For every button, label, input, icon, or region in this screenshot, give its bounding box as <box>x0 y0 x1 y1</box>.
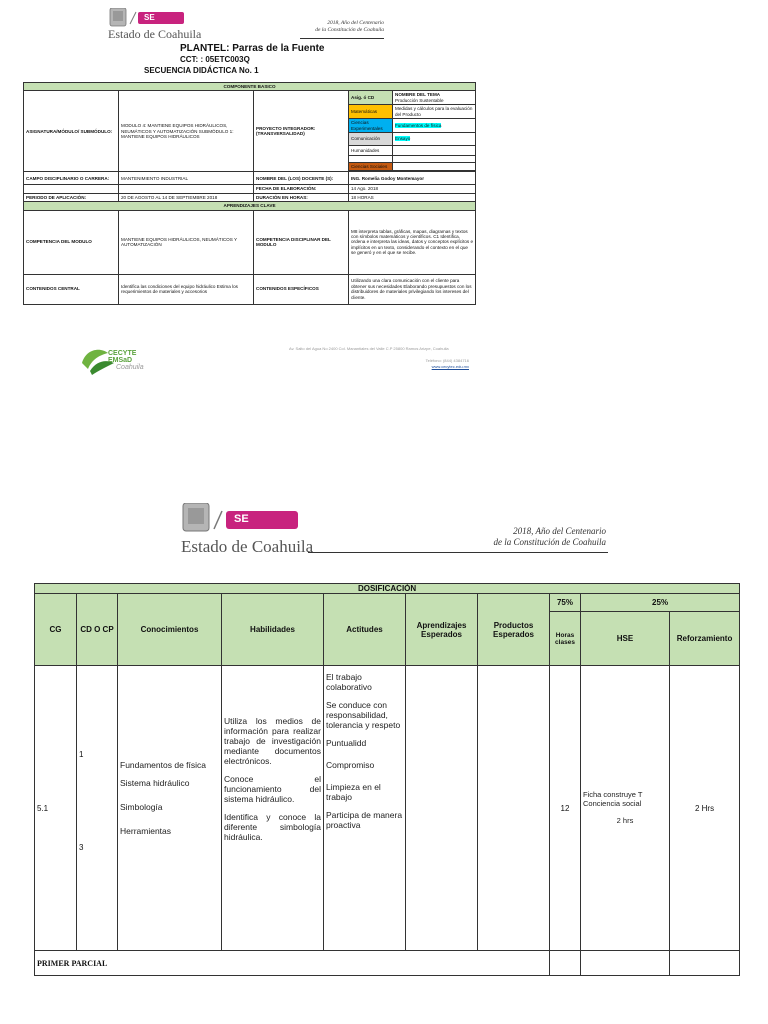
header-aprendizajes-esperados: Aprendizajes Esperados <box>406 594 478 666</box>
comunicacion-cell <box>393 133 476 146</box>
estado-coahuila-label: Estado de Coahuila <box>108 27 202 41</box>
header-25-percent: 25% <box>581 594 740 612</box>
motto <box>470 526 606 548</box>
actitud-item: Se conduce con responsabilidad, tolerancia y respeto <box>326 700 401 730</box>
cecyte-wordmark <box>108 350 144 371</box>
blank-area-value <box>393 156 476 163</box>
cecyte-logo <box>78 345 158 377</box>
cecyte-line-1: CECYTE <box>108 350 137 357</box>
asignatura-label: ASIGNATURA/MÓDULO/ SUBMÓDULO: <box>24 91 119 172</box>
footer-website-link[interactable]: www.cecytec.edu.mx <box>431 364 469 369</box>
competencia-modulo-value: MANTIENE EQUIPOS HIDRÁULICOS, NEUMÁTICOS Y AUTOMATIZACIÓN <box>119 210 254 274</box>
actitud-item: Limpieza en el trabajo <box>326 782 381 802</box>
ciencias-sociales-label: Ciencias Sociales <box>349 163 393 171</box>
contenidos-especificos-value: Utilizando una clara comunicación con el cliente para obtener sus necesidades Elaborando presupuestos con los distribuidores de materiales privilegiando los intereses del cliente. <box>349 274 476 304</box>
hse-hours: 2 hrs <box>616 816 634 825</box>
actitud-item: Compromiso <box>326 760 375 770</box>
empty-cell <box>24 185 119 193</box>
asig-cd-label: Asig. ó CD <box>349 91 393 105</box>
humanidades-value <box>393 146 476 156</box>
asignatura-value: MODULO 4: MANTIENE EQUIPOS HIDRÁULICOS, NEUMÁTICOS Y AUTOMATIZACIÓN SUBMÓDULO 1: MANTIENE EQUIPOS HIDRÁULICOS <box>119 91 254 172</box>
competencia-disciplinar-label: COMPETENCIA DISCIPLINAR DEL MODULO <box>254 210 349 274</box>
duracion-horas-value: 18 HORAS <box>349 193 476 201</box>
nombre-tema-cell <box>393 91 476 105</box>
parcial-hse <box>581 951 670 976</box>
dosificacion-table <box>34 583 740 976</box>
parcial-reforzamiento <box>670 951 740 976</box>
empty-cell <box>119 185 254 193</box>
header-actitudes: Actitudes <box>324 594 406 666</box>
header-reforzamiento: Reforzamiento <box>670 612 740 666</box>
header-horas-clases: Horas clases <box>550 612 581 666</box>
se-label: SE <box>141 13 158 22</box>
header-habilidades: Habilidades <box>222 594 324 666</box>
matematicas-label: Matemáticas <box>349 105 393 119</box>
conocimiento-item: Herramientas <box>120 826 172 836</box>
cd-cp-cell <box>77 666 118 951</box>
conocimientos-cell <box>118 666 222 951</box>
humanidades-label: Humanidades <box>349 146 393 156</box>
matematicas-value: Medidas y cálculos para la evaluación del Producto <box>393 105 476 119</box>
estado-coahuila-logo-large <box>180 503 300 537</box>
actitud-item: Participa de manera proactiva <box>326 810 403 830</box>
hse-cell <box>581 666 670 951</box>
secuencia-number: SECUENCIA DIDÁCTICA No. 1 <box>144 66 259 75</box>
duracion-horas-label: DURACIÓN EN HORAS: <box>254 193 349 201</box>
ciencias-sociales-value <box>393 163 476 171</box>
footer-phone: Teléfono: (844) 4384716 <box>425 358 469 363</box>
hse-text: Ficha construye T Conciencia social <box>583 790 643 808</box>
nombre-tema-label: NOMBRE DEL TEMA <box>395 92 441 98</box>
componente-basico-title: COMPONENTE BASICO <box>24 83 476 91</box>
cd-cp-value-2: 3 <box>79 843 84 852</box>
periodo-aplicacion-value: 20 DE AGOSTO AL 14 DE SEPTIEMBRE 2018 <box>119 193 254 201</box>
header-75-percent: 75% <box>550 594 581 612</box>
parcial-horas <box>550 951 581 976</box>
contenidos-especificos-label: CONTENIDOS ESPECÍFICOS <box>254 274 349 304</box>
docente-label: NOMBRE DEL (LOS) DOCENTE (S): <box>254 172 349 185</box>
footer-address: Av. Salto del Agua No 2400 Col. Manantiales del Valle C.P 25800 Ramos Arizpe, Coahuila <box>289 346 449 351</box>
motto-line-1: 2018, Año del Centenario <box>327 20 384 26</box>
periodo-aplicacion-label: PERIODO DE APLICACIÓN: <box>24 193 119 201</box>
actitud-item: El trabajo colaborativo <box>326 672 372 692</box>
aprendizajes-clave-title: APRENDIZAJES CLAVE <box>24 202 476 210</box>
ciencias-experimentales-cell <box>393 119 476 133</box>
header-productos-esperados: Productos Esperados <box>478 594 550 666</box>
campo-disciplinario-value: MANTENIMIENTO INDUSTRIAL <box>119 172 254 185</box>
cecyte-line-2: EMSaD <box>108 357 133 364</box>
docente-value: ING. Romelia Godoy Montemayor <box>349 172 476 185</box>
productos-esperados-value <box>478 666 550 951</box>
comunicacion-label: Comunicación <box>349 133 393 146</box>
campo-disciplinario-label: CAMPO DISCIPLINARIO O CARRERA: <box>24 172 119 185</box>
header-cg: CG <box>35 594 77 666</box>
habilidades-cell <box>222 666 324 951</box>
aprendizajes-esperados-value <box>406 666 478 951</box>
contenidos-central-label: CONTENIDOS CENTRAL <box>24 274 119 304</box>
reforzamiento-value: 2 Hrs <box>670 666 740 951</box>
conocimiento-item: Fundamentos de física <box>120 760 206 770</box>
habilidad-item: Identifica y conoce la diferente simbología hidráulica. <box>224 812 321 842</box>
primer-parcial-label: PRIMER PARCIAL <box>35 951 550 976</box>
header-cd-cp: CD O CP <box>77 594 118 666</box>
cg-value: 5.1 <box>35 666 77 951</box>
se-label: SE <box>230 513 253 525</box>
habilidad-item: Utiliza los medios de información para realizar trabajo de investigación mediante documentos electrónicos. <box>224 716 321 766</box>
identificacion-table <box>23 82 476 305</box>
fecha-elaboracion-value: 14 Ago. 2018 <box>349 185 476 193</box>
actitudes-cell <box>324 666 406 951</box>
proyecto-integrador-label: PROYECTO INTEGRADOR: (TRANSVERSALIDAD) <box>254 91 349 172</box>
ciencias-experimentales-value: Fundamentos de física <box>395 122 442 128</box>
conocimiento-item: Simbología <box>120 802 163 812</box>
cct-code: CCT: : 05ETC003Q <box>180 55 250 64</box>
fecha-elaboracion-label: FECHA DE ELABORACIÓN: <box>254 185 349 193</box>
plantel-title: PLANTEL: Parras de la Fuente <box>180 43 325 54</box>
blank-area-label <box>349 156 393 163</box>
conocimiento-item: Sistema hidráulico <box>120 778 190 788</box>
estado-coahuila-label: Estado de Coahuila <box>181 537 314 556</box>
header-rule <box>308 552 608 553</box>
nombre-tema-value: Producción Sustentable <box>395 97 444 103</box>
horas-clases-value: 12 <box>550 666 581 951</box>
habilidad-item: Conoce el funcionamiento del sistema hidráulico. <box>224 774 321 804</box>
ciencias-experimentales-label: Ciencias Experimentales <box>349 119 393 133</box>
dosificacion-title: DOSIFICACIÓN <box>35 584 740 594</box>
actitud-item: Puntualidd <box>326 738 367 748</box>
cd-cp-value-1: 1 <box>79 750 84 759</box>
header-rule <box>300 38 384 39</box>
header-conocimientos: Conocimientos <box>118 594 222 666</box>
comunicacion-value: Ensayo <box>395 136 411 142</box>
motto-line-2: de la Constitución de Coahuila <box>315 27 384 33</box>
competencia-modulo-label: COMPETENCIA DEL MODULO <box>24 210 119 274</box>
competencia-disciplinar-value: M8 interpreta tablas, gráficas, mapas, diagramas y textos con símbolos matemáticos y científicos. C1 Identifica, ordena e interpreta las ideas, datos y conceptos explícitos e implícitos en un texto, considerando el contexto en el que se generó y en el que se recibe. <box>349 210 476 274</box>
motto <box>300 20 384 34</box>
motto-line-1: 2018, Año del Centenario <box>513 526 606 536</box>
motto-line-2: de la Constitución de Coahuila <box>493 537 606 547</box>
cecyte-line-3: Coahuila <box>116 364 144 371</box>
header-hse: HSE <box>581 612 670 666</box>
contenidos-central-value: Identifica las condiciones del equipo hidráulico Estima los requerimientos de materiales y accesorios <box>119 274 254 304</box>
